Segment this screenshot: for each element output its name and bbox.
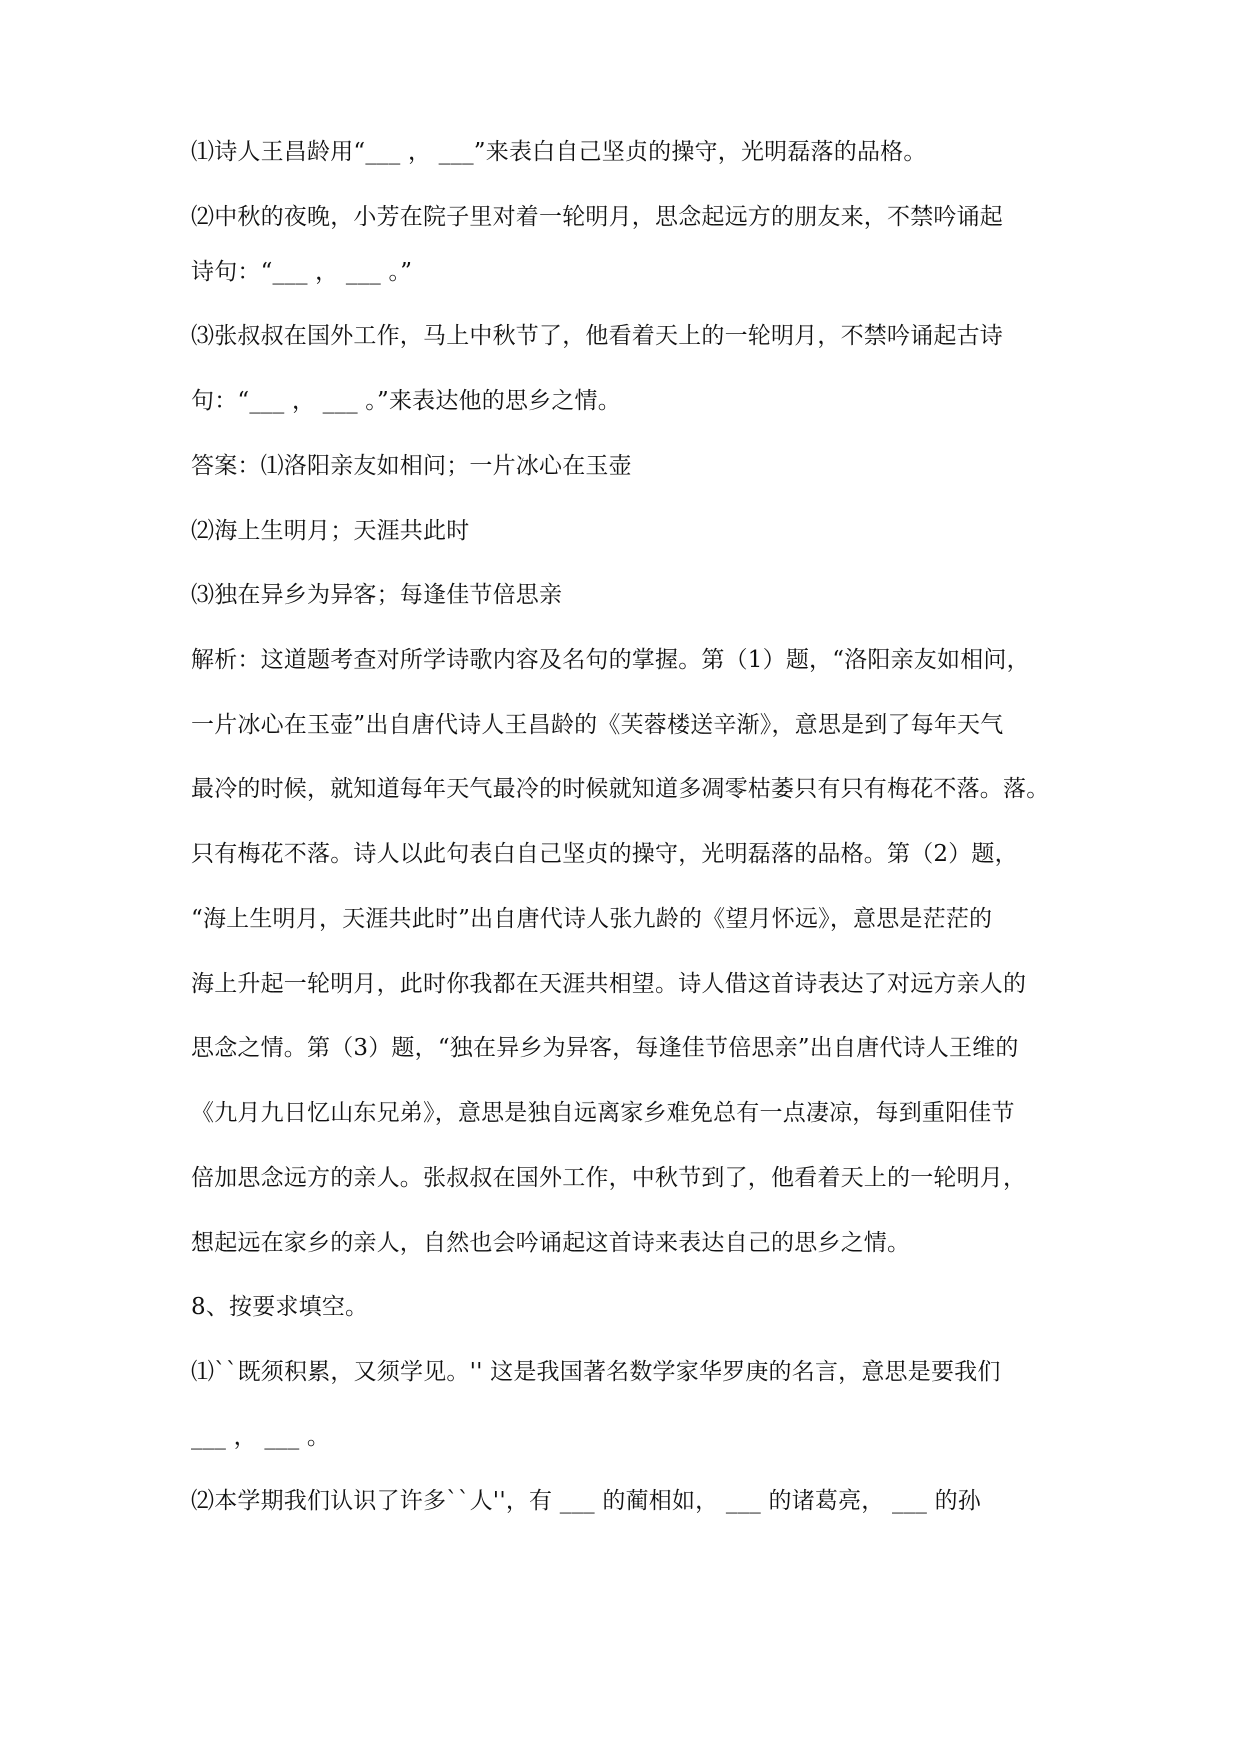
analysis-line-3: 最冷的时候，就知道每年天气最冷的时候就知道多凋零枯萎只有只有梅花不落。落。 [191, 776, 1050, 802]
answer-line-3: ⑶独在异乡为异客；每逢佳节倍思亲 [191, 582, 563, 608]
analysis-line-2: 一片冰心在玉壶”出自唐代诗人王昌龄的《芙蓉楼送辛渐》，意思是到了每年天气 [191, 712, 1004, 738]
answer-line-2: ⑵海上生明月；天涯共此时 [191, 518, 470, 544]
question-7-3-line-1: ⑶张叔叔在国外工作，马上中秋节了，他看着天上的一轮明月，不禁吟诵起古诗 [191, 323, 1003, 349]
analysis-line-7: 思念之情。第（3）题，“独在异乡为异客，每逢佳节倍思亲”出自唐代诗人王维的 [191, 1035, 1019, 1061]
question-8-2-line-1: ⑵本学期我们认识了许多``人''，有 ___ 的蔺相如， ___ 的诸葛亮， ___ 的孙 [191, 1488, 982, 1514]
analysis-line-5: “海上生明月，天涯共此时”出自唐代诗人张九龄的《望月怀远》，意思是茫茫的 [191, 906, 993, 932]
question-7-2-line-2: 诗句：“___ ， ___ 。” [191, 259, 413, 285]
answer-line-1: 答案：⑴洛阳亲友如相问；一片冰心在玉壶 [191, 453, 632, 479]
question-8-1-line-1: ⑴``既须积累，又须学见。'' 这是我国著名数学家华罗庚的名言，意思是要我们 [191, 1359, 1001, 1385]
analysis-line-1: 解析：这道题考查对所学诗歌内容及名句的掌握。第（1）题，“洛阳亲友如相问， [191, 647, 1030, 673]
analysis-line-8: 《九月九日忆山东兄弟》，意思是独自远离家乡难免总有一点凄凉，每到重阳佳节 [191, 1100, 1015, 1126]
question-8-1-line-2: ___ ， ___ 。 [191, 1424, 331, 1450]
question-8-heading: 8、按要求填空。 [191, 1294, 369, 1320]
question-7-1: ⑴诗人王昌龄用“___ ， ___”来表白自己坚贞的操守，光明磊落的品格。 [191, 139, 927, 165]
question-7-3-line-2: 句：“___ ， ___ 。”来表达他的思乡之情。 [191, 388, 621, 414]
analysis-line-6: 海上升起一轮明月，此时你我都在天涯共相望。诗人借这首诗表达了对远方亲人的 [191, 971, 1027, 997]
analysis-line-10: 想起远在家乡的亲人，自然也会吟诵起这首诗来表达自己的思乡之情。 [191, 1230, 911, 1256]
analysis-line-9: 倍加思念远方的亲人。张叔叔在国外工作，中秋节到了，他看着天上的一轮明月， [191, 1165, 1027, 1191]
analysis-line-4: 只有梅花不落。诗人以此句表白自己坚贞的操守，光明磊落的品格。第（2）题， [191, 841, 1018, 867]
question-7-2-line-1: ⑵中秋的夜晚，小芳在院子里对着一轮明月，思念起远方的朋友来，不禁吟诵起 [191, 204, 1003, 230]
